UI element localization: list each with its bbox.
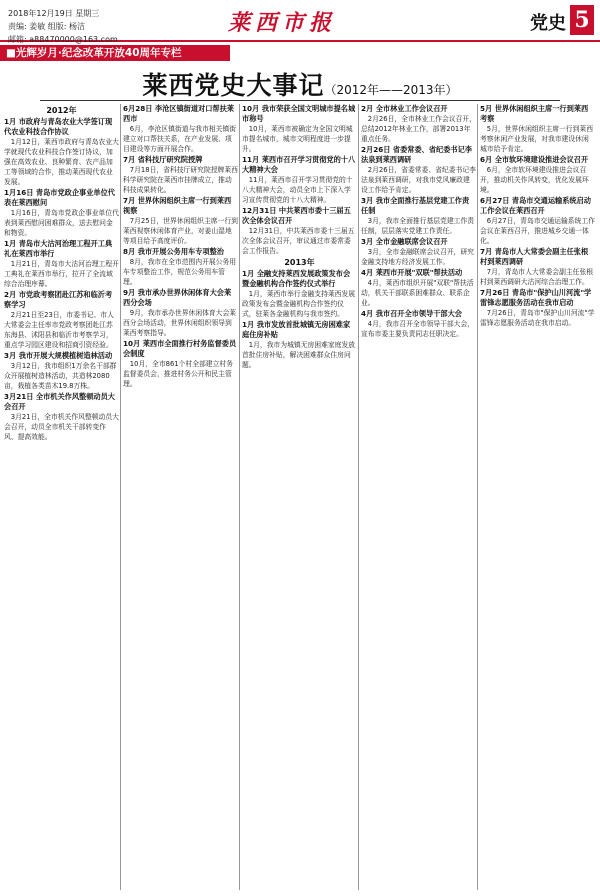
entry-body: 3月，全市金融联席会议召开，研究金融支持地方经济发展工作。 [361, 248, 475, 266]
chronicle-entry [242, 104, 357, 154]
chronicle-entry [480, 104, 595, 154]
entry-heading: 1月 市政府与青岛农业大学签订现代农业科技合作协议 [4, 117, 113, 136]
text-column [242, 104, 357, 890]
chronicle-entry [4, 392, 119, 442]
entry-heading: 1月 全融支持莱西发展政策发布会暨金融机构合作签约仪式举行 [242, 269, 351, 288]
entry-body: 7月25日，世界休闲组织主席一行到莱西视察休闲体育产业，对姜山湿地等项目给予高度评价。 [123, 217, 238, 245]
headline-title: 莱西党史大事记 [142, 71, 325, 100]
entry-heading: 7月 省科技厅研究院授牌 [123, 155, 203, 164]
email-line: 邮箱: a88470000@163.com [8, 35, 118, 44]
entry-body: 3月21日，全市机关作风整顿动员大会召开，动员全市机关干部转变作风、提高效能。 [4, 413, 119, 441]
entry-heading: 9月 我市承办世界休闲体育大会莱西分会场 [123, 288, 232, 307]
chronicle-entry [4, 351, 119, 391]
column-divider [239, 104, 240, 890]
entry-body: 7月，青岛市人大常委会副主任张根村到莱西调研大沽河综合治理工作。 [480, 268, 594, 286]
column-label: ■光辉岁月·纪念改革开放40周年专栏 [0, 45, 230, 61]
entry-heading: 3月 全市金融联席会议召开 [361, 237, 448, 246]
entry-heading: 2月 市党政考察团赴江苏和临沂考察学习 [4, 290, 113, 309]
entry-heading: 7月26日 青岛市"保护山川河流"学雷锋志愿服务活动在我市启动 [480, 288, 592, 307]
headline-rule [40, 100, 560, 101]
entry-body: 2月26日，全市林业工作会议召开，总结2012年林业工作，部署2013年重点任务。 [361, 115, 476, 143]
entry-body: 1月12日，莱西市政府与青岛农业大学就现代农业科技合作签订协议，加强在高效农业、良种繁育、农产品加工等领域的合作，推动莱西现代农业发展。 [4, 138, 119, 186]
entry-body: 1月，莱西市举行金融支持莱西发展政策发布会暨金融机构合作签约仪式，驻莱各金融机构与我市签约。 [242, 290, 356, 318]
entry-heading: 2月 全市林业工作会议召开 [361, 104, 448, 113]
headline-years: （2012年——2013年） [324, 83, 458, 97]
entry-body: 5月，世界休闲组织主席一行到莱西考察休闲产业发展，对我市建设休闲城市给予肯定。 [480, 125, 594, 153]
entry-heading: 12月31日 中共莱西市委十三届五次全体会议召开 [242, 206, 351, 225]
entry-body: 6月27日，青岛市交通运输系统工作会议在莱西召开，推进城乡交通一体化。 [480, 217, 595, 245]
masthead-meta [8, 7, 118, 46]
entry-body: 10月，莱西市被确定为全国文明城市提名城市，城市文明程度进一步提升。 [242, 125, 353, 153]
column-divider [120, 104, 121, 890]
chronicle-entry [4, 239, 119, 289]
chronicle-entry [4, 188, 119, 238]
newspaper-logo: 莱西市报 [228, 10, 337, 36]
entry-heading: 3月21日 全市机关作风整顿动员大会召开 [4, 392, 115, 411]
chronicle-entry [123, 196, 238, 246]
chronicle-entry [123, 247, 238, 287]
chronicle-entry [480, 155, 595, 195]
chronicle-entry [480, 288, 595, 328]
chronicle-entry [123, 104, 238, 154]
chronicle-entry [480, 196, 595, 246]
entry-body: 6月，全市软环境建设推进会议召开，推动机关作风转变，优化发展环境。 [480, 166, 589, 194]
entry-body: 11月，莱西市召开学习贯彻党的十八大精神大会，动员全市上下深入学习宣传贯彻党的十八大精神。 [242, 176, 353, 204]
entry-body: 3月，我市全面推行基层党建工作责任制，层层落实党建工作责任。 [361, 217, 475, 235]
chronicle-entry [242, 320, 357, 370]
entry-heading: 10月 我市荣获全国文明城市提名城市称号 [242, 104, 356, 123]
chronicle-entry [4, 290, 119, 350]
entry-heading: 6月 全市软环境建设推进会议召开 [480, 155, 589, 164]
entry-body: 1月21日，青岛市大沽河治理工程开工典礼在莱西市举行，拉开了全流域综合治理序幕。 [4, 260, 119, 288]
page-number: 5 [570, 5, 594, 35]
chronicle-entry [242, 269, 357, 319]
year-heading: 2013年 [284, 258, 315, 267]
entry-heading: 3月 我市全面推行基层党建工作责任制 [361, 196, 470, 215]
entry-heading: 7月 世界休闲组织主席一行到莱西视察 [123, 196, 232, 215]
chronicle-entry [361, 268, 476, 308]
year-heading: 2012年 [46, 106, 77, 115]
text-column [123, 104, 238, 890]
entry-body: 3月12日，我市组织1万余名干部群众开展植树造林活动，共造林2080亩，栽植各类苗木19.8万株。 [4, 362, 117, 390]
entry-body: 1月16日，青岛市党政企事业单位代表到莱西慰问困难群众，送去慰问金和物资。 [4, 209, 119, 237]
chronicle-entry [480, 247, 595, 287]
text-column [4, 104, 119, 890]
entry-body: 2月21日至23日，市委书记、市人大常委会主任率市党政考察团赴江苏东海县、沭阳县和临沂市考察学习，重点学习园区建设和招商引资经验。 [4, 311, 114, 349]
text-column [480, 104, 595, 890]
chronicle-entry [361, 237, 476, 267]
chronicle-entry [123, 288, 238, 338]
section-name: 党史 [530, 13, 566, 34]
chronicle-entry [242, 206, 357, 256]
entry-body: 1月，我市为城镇无房困难家庭发放首批住房补贴，解决困难群众住房问题。 [242, 341, 356, 369]
headline [0, 66, 600, 102]
chronicle-entry [361, 196, 476, 236]
editor-line: 责编: 姜敏 组版: 杨洁 [8, 22, 86, 31]
entry-heading: 1月 青岛市大沽河治理工程开工典礼在莱西市举行 [4, 239, 113, 258]
entry-body: 10月，全市861个村全部建立村务监督委员会，推进村务公开和民主管理。 [123, 360, 233, 388]
chronicle-entry [123, 155, 238, 195]
entry-body: 6月，李沧区镇街道与我市相关镇街建立对口帮扶关系，在产业发展、项目建设等方面开展合作。 [123, 125, 237, 153]
column-band [0, 45, 600, 61]
chronicle-entry [242, 155, 357, 205]
entry-heading: 1月 我市发放首批城镇无房困难家庭住房补贴 [242, 320, 351, 339]
entry-heading: 6月27日 青岛市交通运输系统启动工作会议在莱西召开 [480, 196, 591, 215]
entry-body: 7月18日，省科技厅研究院授牌莱西科学研究院在莱西市挂牌成立，推动科技成果转化。 [123, 166, 238, 194]
text-column [361, 104, 476, 890]
entry-body: 12月31日，中共莱西市委十三届五次全体会议召开，审议通过市委常委会工作报告。 [242, 227, 355, 255]
column-divider [358, 104, 359, 890]
entry-heading: 2月26日 省委常委、省纪委书记李法泉到莱西调研 [361, 145, 472, 164]
chronicle-entry [361, 104, 476, 144]
entry-heading: 5月 世界休闲组织主席一行到莱西考察 [480, 104, 589, 123]
chronicle-entry [361, 309, 476, 339]
entry-heading: 7月 青岛市人大常委会副主任张根村到莱西调研 [480, 247, 589, 266]
entry-heading: 10月 莱西市全面推行村务监督委员会制度 [123, 339, 237, 358]
masthead [0, 0, 600, 42]
chronicle-entry [361, 145, 476, 195]
entry-heading: 1月16日 青岛市党政企事业单位代表在莱西慰问 [4, 188, 115, 207]
entry-body: 2月26日，省委常委、省纪委书记李法泉到莱西调研，对我市党风廉政建设工作给予肯定。 [361, 166, 476, 194]
entry-body: 7月26日，青岛市"保护山川河流"学雷锋志愿服务活动在我市启动。 [480, 309, 595, 327]
entry-body: 4月，我市召开全市领导干部大会，宣布市委主要负责同志任职决定。 [361, 320, 475, 338]
column-divider [477, 104, 478, 890]
chronicle-entry [123, 339, 238, 389]
entry-heading: 6月28日 李沧区镇街道对口帮扶莱西市 [123, 104, 234, 123]
entry-heading: 4月 莱西市开展"双联"帮扶活动 [361, 268, 463, 277]
entry-body: 4月，莱西市组织开展"双联"帮扶活动，机关干部联系困难群众、联系企业。 [361, 279, 474, 307]
chronicle-entry [4, 117, 119, 187]
issue-date: 2018年12月19日 星期三 [8, 9, 100, 18]
entry-body: 8月，我市在全市范围内开展公务用车专项整治工作，规范公务用车管理。 [123, 258, 237, 286]
entry-body: 9月，我市承办世界休闲体育大会莱西分会场活动，世界休闲组织领导到莱西考察指导。 [123, 309, 237, 337]
entry-heading: 3月 我市开展大规模植树造林活动 [4, 351, 113, 360]
entry-heading: 11月 莱西市召开学习贯彻党的十八大精神大会 [242, 155, 356, 174]
entry-heading: 8月 我市开展公务用车专项整治 [123, 247, 224, 256]
entry-heading: 4月 我市召开全市领导干部大会 [361, 309, 462, 318]
